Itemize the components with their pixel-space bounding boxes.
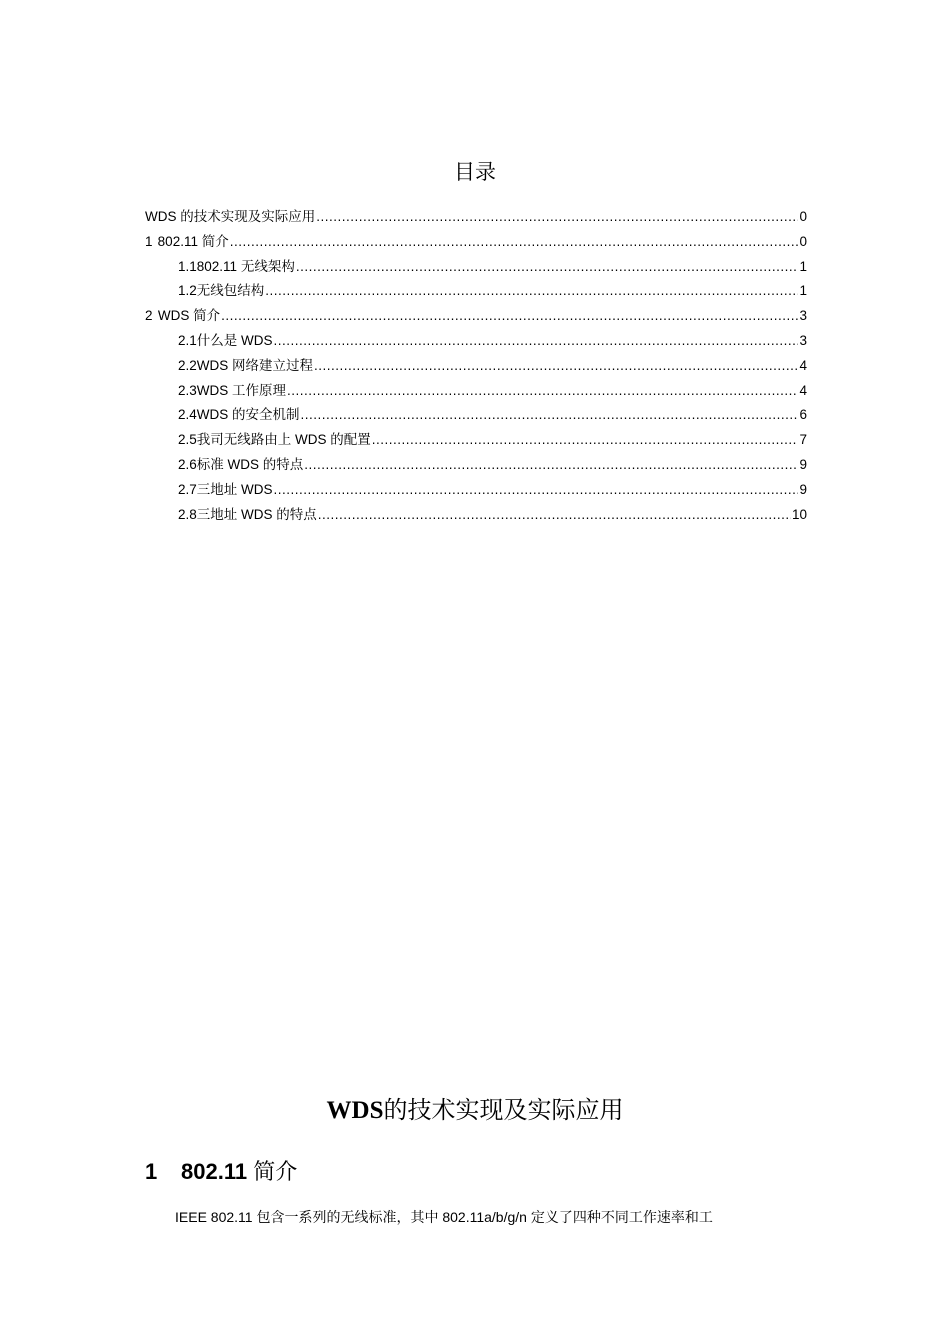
toc-entry[interactable] xyxy=(145,503,807,528)
toc-entry-number: 2.7 xyxy=(178,481,197,497)
toc-dot-leader xyxy=(316,205,798,230)
toc-entry-text: 802.11 简介 xyxy=(157,233,229,249)
document-title xyxy=(0,1091,950,1130)
toc-entry-number: 2.3 xyxy=(178,382,197,398)
toc-dot-leader xyxy=(372,428,799,453)
toc-entry-number: 2.6 xyxy=(178,456,197,472)
toc-entry[interactable] xyxy=(145,478,807,503)
toc-entry[interactable] xyxy=(145,329,807,354)
toc-entry-page: 3 xyxy=(799,332,807,348)
toc-entry-page: 9 xyxy=(799,481,807,497)
toc-entry[interactable] xyxy=(145,205,807,230)
toc-entry-page: 0 xyxy=(799,233,807,249)
toc-entry[interactable] xyxy=(145,453,807,478)
toc-entry-text: 三地址 WDS 的特点 xyxy=(196,506,317,522)
toc-dot-leader xyxy=(318,503,791,528)
section-heading xyxy=(145,1155,297,1190)
toc-entry-text: 三地址 WDS xyxy=(196,481,273,497)
toc-entry-text: 802.11 无线架构 xyxy=(196,258,295,274)
toc-title: 目录 xyxy=(454,160,496,184)
toc-entry-page: 1 xyxy=(799,258,807,274)
toc-dot-leader xyxy=(274,478,799,503)
toc-entry-number: 2 xyxy=(145,308,153,324)
toc-entry-text: WDS 网络建立过程 xyxy=(196,357,314,373)
toc-entry-number: 1.2 xyxy=(178,283,197,299)
toc-entry-page: 4 xyxy=(799,357,807,373)
toc-entry-page: 6 xyxy=(799,407,807,423)
section-heading-label: 简介 xyxy=(253,1160,298,1185)
toc-dot-leader xyxy=(296,255,799,280)
toc-entry-number: 2.5 xyxy=(178,432,197,448)
document-title-code: WDS xyxy=(326,1097,384,1124)
toc-dot-leader xyxy=(301,403,799,428)
toc-entry[interactable] xyxy=(145,354,807,379)
toc-entry-number: 1 xyxy=(145,233,153,249)
toc-entry-text: 什么是 WDS xyxy=(196,332,273,348)
toc-entry-page: 1 xyxy=(799,283,807,299)
toc-dot-leader xyxy=(230,230,799,255)
toc-entry-number: 1.1 xyxy=(178,258,197,274)
toc-entry-text: 标准 WDS 的特点 xyxy=(196,456,304,472)
toc-entry-page: 7 xyxy=(799,432,807,448)
section-heading-number: 1 xyxy=(145,1159,158,1184)
toc-dot-leader xyxy=(287,379,798,404)
toc-entry-number: 2.2 xyxy=(178,357,197,373)
toc-entry-text: 我司无线路由上 WDS 的配置 xyxy=(196,432,371,448)
toc-entry-number: 2.4 xyxy=(178,407,197,423)
toc-dot-leader xyxy=(274,329,799,354)
toc-dot-leader xyxy=(265,279,798,304)
toc-entry-text: 无线包结构 xyxy=(196,283,265,299)
toc-entry-page: 0 xyxy=(799,209,807,224)
toc-dot-leader xyxy=(304,453,798,478)
toc-entry-text: WDS 的技术实现及实际应用 xyxy=(145,209,316,224)
toc-entry-text: WDS 的安全机制 xyxy=(196,407,300,423)
toc-entry-number: 2.8 xyxy=(178,506,197,522)
body-paragraph: IEEE 802.11 包含一系列的无线标准，其中 802.11a/b/g/n 定义了四种不同工作速率和工 xyxy=(175,1209,713,1225)
toc-entry-text: WDS 简介 xyxy=(157,308,221,324)
toc-entry-page: 3 xyxy=(799,308,807,324)
toc-entry[interactable] xyxy=(145,279,807,304)
toc-dot-leader xyxy=(314,354,798,379)
toc-entry[interactable] xyxy=(145,304,807,329)
table-of-contents xyxy=(145,205,807,527)
toc-entry-text: WDS 工作原理 xyxy=(196,382,287,398)
toc-entry[interactable] xyxy=(145,379,807,404)
toc-entry-page: 4 xyxy=(799,382,807,398)
toc-dot-leader xyxy=(221,304,798,329)
toc-entry[interactable] xyxy=(145,230,807,255)
toc-entry[interactable] xyxy=(145,403,807,428)
toc-entry[interactable] xyxy=(145,255,807,280)
toc-entry-number: 2.1 xyxy=(178,332,197,348)
document-title-text: 的技术实现及实际应用 xyxy=(383,1096,624,1124)
section-heading-code: 802.11 xyxy=(181,1159,248,1184)
toc-entry-page: 9 xyxy=(799,456,807,472)
toc-entry[interactable] xyxy=(145,428,807,453)
toc-entry-page: 10 xyxy=(791,506,807,522)
